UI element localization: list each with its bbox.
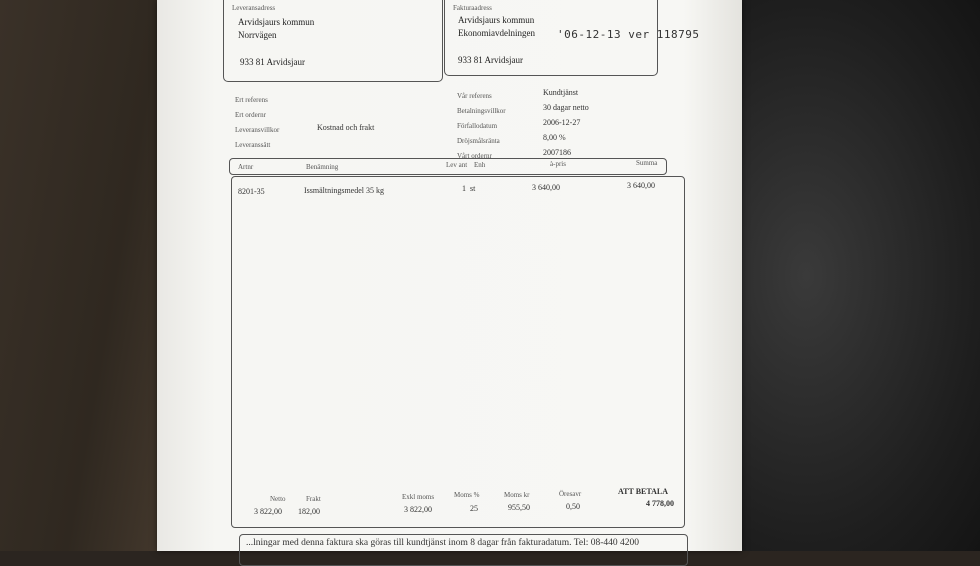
invoice-address-line3: 933 81 Arvidsjaur [458, 55, 523, 65]
field-label-leveransvillkor: Leveransvillkor [235, 126, 280, 134]
cell-enh: st [470, 184, 476, 193]
invoice-address-line1: Arvidsjaurs kommun [458, 15, 535, 25]
col-header-lev-ant: Lev ant [446, 161, 468, 169]
att-betala-value: 4 778,00 [646, 499, 674, 508]
field-label-var-referens: Vår referens [457, 92, 492, 100]
col-header-artnr: Artnr [238, 163, 254, 171]
field-value-leveransvillkor: Kostnad och frakt [317, 123, 375, 132]
cell-summa: 3 640,00 [627, 181, 655, 190]
oresavr-label: Öresavr [559, 490, 582, 498]
moms-pct-label: Moms % [454, 491, 480, 499]
field-label-ert-referens: Ert referens [235, 96, 268, 104]
footer-box [239, 534, 688, 566]
moms-kr-value: 955,50 [508, 503, 530, 512]
att-betala-label: ATT BETALA [618, 487, 669, 496]
netto-value: 3 822,00 [254, 507, 282, 516]
table-body [231, 176, 685, 528]
invoice-address-line2: Ekonomiavdelningen [458, 28, 535, 38]
col-header-a-pris: à-pris [550, 160, 566, 168]
field-label-forfallodatum: Förfallodatum [457, 122, 498, 130]
frakt-value: 182,00 [298, 507, 320, 516]
field-value-var-referens: Kundtjänst [543, 88, 579, 97]
delivery-address-line1: Arvidsjaurs kommun [238, 17, 315, 27]
field-value-vart-ordernr: 2007186 [543, 148, 571, 157]
cell-artnr: 8201-35 [238, 187, 265, 196]
col-header-enh: Enh [474, 161, 486, 169]
invoice-paper [157, 0, 742, 551]
field-value-forfallodatum: 2006-12-27 [543, 118, 581, 127]
col-header-summa: Summa [636, 159, 658, 167]
moms-kr-label: Moms kr [504, 491, 530, 499]
cell-a-pris: 3 640,00 [532, 183, 560, 192]
col-header-benamning: Benämning [306, 163, 339, 171]
field-value-betalningsvillkor: 30 dagar netto [543, 103, 589, 112]
invoice-address-label: Fakturaadress [453, 4, 492, 12]
netto-label: Netto [270, 495, 286, 503]
delivery-address-line3: 933 81 Arvidsjaur [240, 57, 305, 67]
cell-benamning: Issmältningsmedel 35 kg [304, 186, 384, 195]
table-surface-left [0, 0, 175, 551]
exkl-moms-label: Exkl moms [402, 493, 435, 501]
delivery-address-box [223, 0, 443, 82]
delivery-address-label: Leveransadress [232, 4, 276, 12]
cell-lev-ant: 1 [462, 184, 466, 193]
exkl-moms-value: 3 822,00 [404, 505, 432, 514]
field-label-drojsmalsranta: Dröjsmålsränta [457, 137, 500, 145]
field-label-betalningsvillkor: Betalningsvillkor [457, 107, 506, 115]
footer-text: ...lningar med denna faktura ska göras till kundtjänst inom 8 dagar från fakturadatum. Tel: 08-440 4200 [246, 538, 640, 548]
field-label-leveranssatt: Leveranssätt [235, 141, 271, 149]
table-header [229, 158, 667, 175]
field-label-vart-ordernr: Vårt ordernr [457, 152, 492, 160]
received-stamp: '06-12-13 ver 118795 [557, 28, 700, 41]
oresavr-value: 0,50 [566, 502, 580, 511]
frakt-label: Frakt [306, 495, 321, 503]
field-label-ert-ordernr: Ert ordernr [235, 111, 266, 119]
delivery-address-line2: Norrvägen [238, 30, 277, 40]
moms-pct-value: 25 [470, 504, 478, 513]
field-value-drojsmalsranta: 8,00 % [543, 133, 566, 142]
